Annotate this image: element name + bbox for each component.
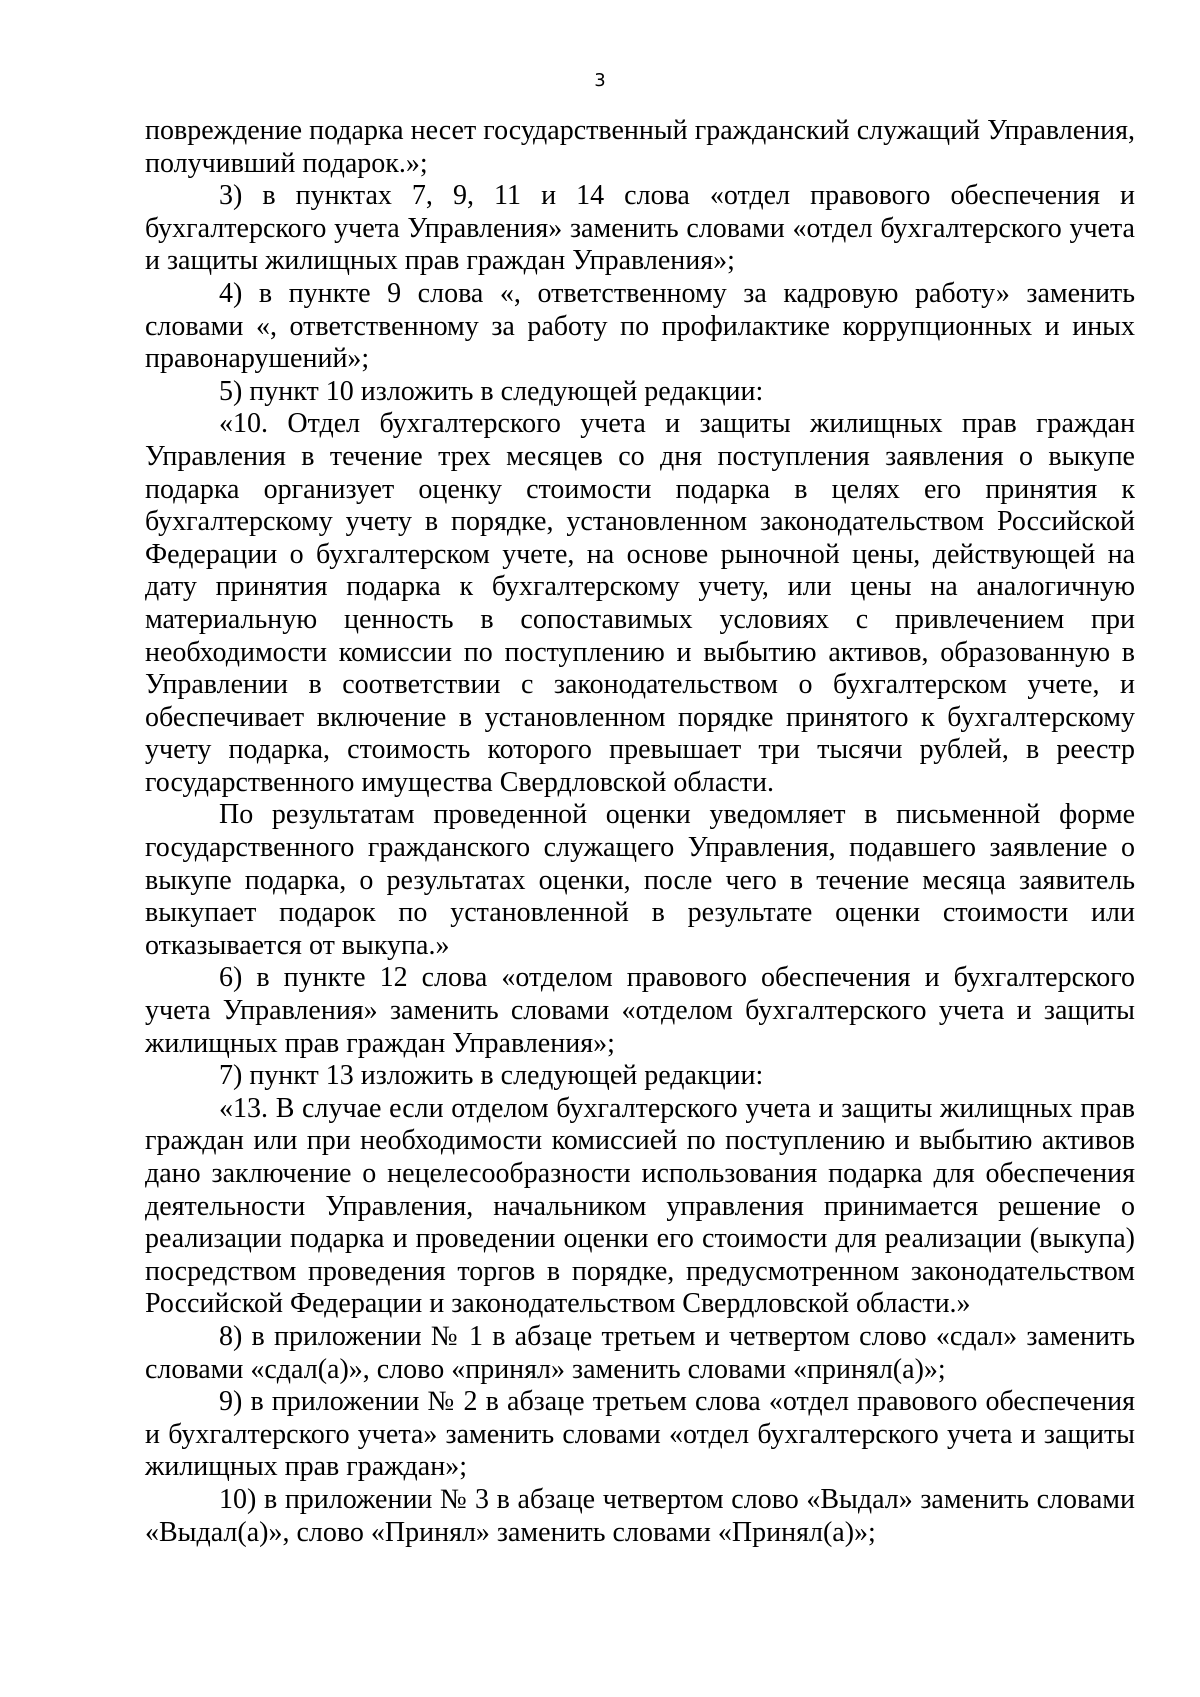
document-body xyxy=(145,115,1135,1549)
page-number: 3 xyxy=(594,70,606,91)
paragraph: 6) в пункте 12 слова «отделом правового обеспечения и бухгалтерского учета Управления» заменить словами «отделом бухгалтерского учета и защиты жилищных прав граждан Управления»; xyxy=(145,962,1135,1059)
paragraph: 3) в пунктах 7, 9, 11 и 14 слова «отдел правового обеспечения и бухгалтерского учета Управления» заменить словами «отдел бухгалтерского учета и защиты жилищных прав граждан Управления»; xyxy=(145,180,1135,277)
paragraph: 4) в пункте 9 слова «, ответственному за кадровую работу» заменить словами «, ответственному за работу по профилактике коррупционных и иных правонарушений»; xyxy=(145,277,1135,375)
paragraph: 7) пункт 13 изложить в следующей редакции: xyxy=(219,1060,764,1092)
paragraph: повреждение подарка несет государственный гражданский служащий Управления, получивший подарок.»; xyxy=(145,115,1135,179)
paragraph: 10) в приложении № 3 в абзаце четвертом слово «Выдал» заменить словами «Выдал(а)», слово «Принял» заменить словами «Принял(а)»; xyxy=(145,1483,1135,1548)
paragraph: «10. Отдел бухгалтерского учета и защиты жилищных прав граждан Управления в течение трех месяцев со дня поступления заявления о выкупе подарка организует оценку стоимости подарка в целях его принятия к бухгалтерскому учету в порядке, установленном законодательством Российской Федерации о бухгалтерском учете, на основе рыночной цены, действующей на дату принятия подарка к бухгалтерскому учету, или цены на аналогичную материальную ценность в сопоставимых условиях с привлечением при необходимости комиссии по поступлению и выбытию активов, образованную в Управлении в соответствии с законодательством о бухгалтерском учете, и обеспечивает включение в установленном порядке принятого к бухгалтерскому учету подарка, стоимость которого превышает три тысячи рублей, в реестр государственного имущества Свердловской области. xyxy=(145,408,1135,798)
paragraph: 5) пункт 10 изложить в следующей редакции: xyxy=(219,375,764,407)
paragraph: «13. В случае если отделом бухгалтерского учета и защиты жилищных прав граждан или при необходимости комиссией по поступлению и выбытию активов дано заключение о нецелесообразности использования подарка для обеспечения деятельности Управления, начальником управления принимается решение о реализации подарка и проведении оценки его стоимости для реализации (выкупа) посредством проведения торгов в порядке, предусмотренном законодательством Российской Федерации и законодательством Свердловской области.» xyxy=(145,1092,1135,1320)
paragraph: 9) в приложении № 2 в абзаце третьем слова «отдел правового обеспечения и бухгалтерского учета» заменить словами «отдел бухгалтерского учета и защиты жилищных прав граждан»; xyxy=(145,1386,1135,1483)
paragraph: 8) в приложении № 1 в абзаце третьем и четвертом слово «сдал» заменить словами «сдал(а)», слово «принял» заменить словами «принял(а)»; xyxy=(145,1320,1135,1385)
paragraph: По результатам проведенной оценки уведомляет в письменной форме государственного гражданского служащего Управления, подавшего заявление о выкупе подарка, о результатах оценки, после чего в течение месяца заявитель выкупает подарок по установленной в результате оценки стоимости или отказывается от выкупа.» xyxy=(145,799,1135,961)
